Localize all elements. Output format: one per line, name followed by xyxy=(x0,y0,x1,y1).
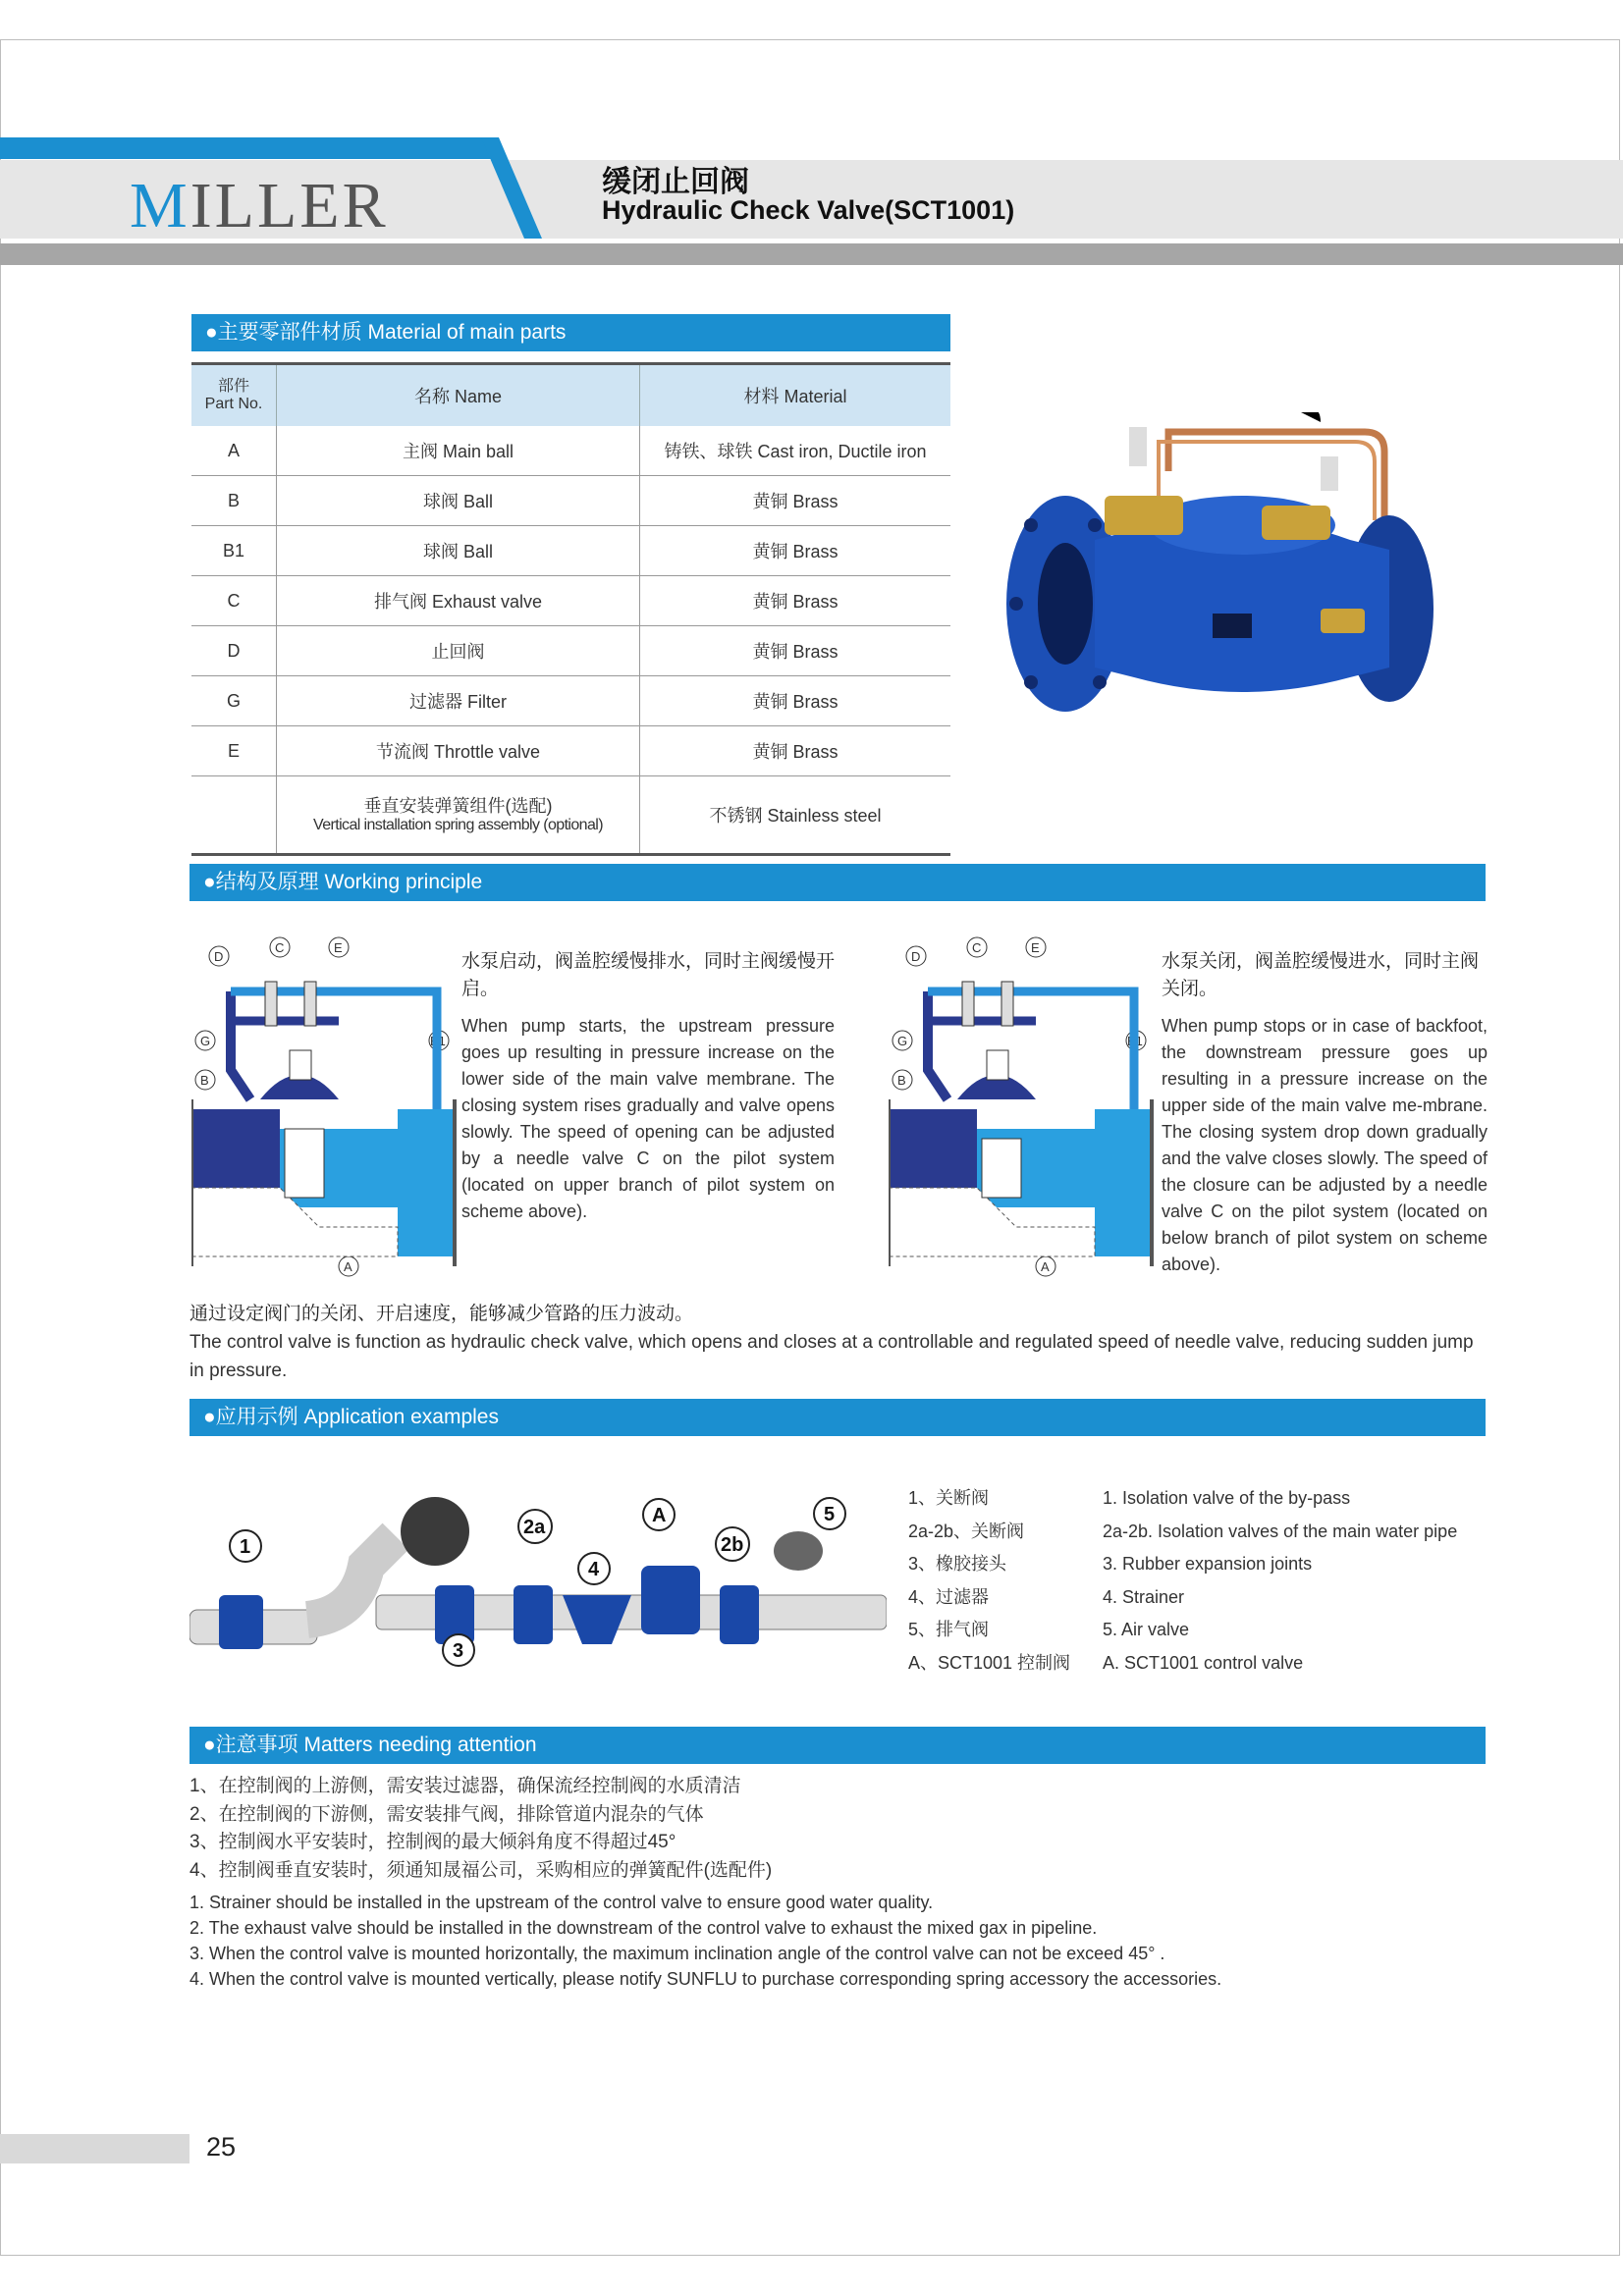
attention-en-list xyxy=(189,1890,1495,1992)
legend-cn: 4、过滤器 xyxy=(908,1586,990,1607)
brand-rest: ILLER xyxy=(189,170,389,241)
cell-material: 黄铜 Brass xyxy=(640,676,951,726)
cell-part: B1 xyxy=(191,526,277,576)
page-number: 25 xyxy=(206,2132,237,2162)
cell-part: G xyxy=(191,676,277,726)
legend-en: 1. Isolation valve of the by-pass xyxy=(1103,1488,1351,1508)
svg-text:B: B xyxy=(200,1073,209,1088)
table-row xyxy=(191,626,950,676)
app-label-2a: 2a xyxy=(523,1517,546,1538)
page-title-cn: 缓闭止回阀 xyxy=(602,166,749,198)
valve-product-photo xyxy=(997,412,1478,746)
cell-part xyxy=(191,776,277,855)
cell-name: 主阀 Main ball xyxy=(277,426,640,476)
legend-en: A. SCT1001 control valve xyxy=(1103,1652,1304,1673)
legend-en: 5. Air valve xyxy=(1103,1620,1190,1639)
table-row xyxy=(191,576,950,626)
cell-part: C xyxy=(191,576,277,626)
svg-text:A: A xyxy=(1041,1259,1050,1274)
table-header-row xyxy=(191,364,950,427)
cell-name xyxy=(277,776,640,855)
legend-en: 4. Strainer xyxy=(1103,1586,1185,1607)
working-right-en: When pump stops or in case of backfoot, the downstream pressure goes up resulting in a pressure increase on the upper side of the main valve me-mbrane. The closing system drop down gradually and the valve closes slowly. The speed of the closure can be adjusted by a needle valve C on the pilot system (located on below branch of pilot system on scheme above). xyxy=(1162,1016,1488,1274)
attention-cn-item: 1、在控制阀的上游侧，需安装过滤器，确保流经控制阀的水质清洁 xyxy=(189,1776,741,1796)
header-material: 材料 Material xyxy=(640,364,951,427)
header-name: 名称 Name xyxy=(277,364,640,427)
section-application-title: ●应用示例 Application examples xyxy=(189,1399,1486,1436)
section-attention-title: ●注意事项 Matters needing attention xyxy=(189,1727,1486,1764)
working-left-text xyxy=(461,948,835,1225)
cell-name: 球阀 Ball xyxy=(277,526,640,576)
cell-material: 黄铜 Brass xyxy=(640,476,951,526)
materials-table xyxy=(191,362,950,856)
cell-name-en: Vertical installation spring assembly (optional) xyxy=(313,817,603,833)
attention-cn-item: 2、在控制阀的下游侧，需安装排气阀，排除管道内混杂的气体 xyxy=(189,1803,704,1825)
working-left-en: When pump starts, the upstream pressure goes up resulting in pressure increase on the lower side of the main valve membrane. The closing system rises gradually and valve opens slowly. The speed of opening can be adjusted by a needle valve C on the pilot system (located on upper branch of pilot system on scheme above). xyxy=(461,1016,835,1221)
cell-material: 铸铁、球铁 Cast iron, Ductile iron xyxy=(640,426,951,476)
app-label-5: 5 xyxy=(824,1504,836,1525)
cell-material: 黄铜 Brass xyxy=(640,576,951,626)
header-part-en: Part No. xyxy=(204,396,263,412)
cell-material: 黄铜 Brass xyxy=(640,726,951,776)
legend-row xyxy=(908,1548,1497,1581)
working-right-cn: 水泵关闭，阀盖腔缓慢进水，同时主阀关闭。 xyxy=(1162,951,1480,999)
cell-material: 不锈钢 Stainless steel xyxy=(640,776,951,855)
attention-cn-item: 3、控制阀水平安装时，控制阀的最大倾斜角度不得超过45° xyxy=(189,1832,676,1852)
cell-name: 止回阀 xyxy=(277,626,640,676)
attention-en-item: 2. The exhaust valve should be installed in the downstream of the control valve to exhaust the mixed gax in pipeline. xyxy=(189,1918,1098,1938)
section-materials-title: ●主要零部件材质 Material of main parts xyxy=(191,314,950,351)
table-row xyxy=(191,526,950,576)
brand-first-letter: M xyxy=(130,170,190,241)
cell-name-cn: 垂直安装弹簧组件(选配) xyxy=(363,796,553,816)
app-label-3: 3 xyxy=(453,1640,464,1662)
attention-en-item: 4. When the control valve is mounted vertically, please notify SUNFLU to purchase corresponding spring accessory the accessories. xyxy=(189,1969,1222,1989)
cell-material: 黄铜 Brass xyxy=(640,626,951,676)
app-label-1: 1 xyxy=(240,1536,251,1558)
working-right-text xyxy=(1162,948,1488,1278)
attention-en-item: 3. When the control valve is mounted horizontally, the maximum inclination angle of the control valve can not be exceed 45° . xyxy=(189,1944,1165,1963)
cell-part: B xyxy=(191,476,277,526)
page-title-en: Hydraulic Check Valve(SCT1001) xyxy=(602,195,1015,225)
header-blue-stripe xyxy=(0,137,496,159)
working-summary xyxy=(189,1301,1488,1385)
cell-name: 球阀 Ball xyxy=(277,476,640,526)
svg-text:A: A xyxy=(344,1259,352,1274)
legend-row xyxy=(908,1614,1497,1647)
cell-name: 节流阀 Throttle valve xyxy=(277,726,640,776)
header-diagonal-icon xyxy=(481,137,550,240)
working-left-cn: 水泵启动，阀盖腔缓慢排水，同时主阀缓慢开启。 xyxy=(461,951,836,999)
legend-cn: 5、排气阀 xyxy=(908,1620,990,1639)
table-row xyxy=(191,426,950,476)
section-working-title: ●结构及原理 Working principle xyxy=(189,864,1486,901)
legend-row xyxy=(908,1647,1497,1681)
legend-cn: 3、橡胶接头 xyxy=(908,1554,1007,1574)
svg-text:B1: B1 xyxy=(1127,1034,1143,1048)
brand-logo xyxy=(130,169,389,243)
cell-part: A xyxy=(191,426,277,476)
svg-text:G: G xyxy=(200,1034,211,1048)
svg-text:D: D xyxy=(214,949,224,964)
app-label-A: A xyxy=(652,1505,667,1526)
attention-cn-list xyxy=(189,1773,1495,1885)
header-part-cn: 部件 xyxy=(217,378,249,395)
attention-en-item: 1. Strainer should be installed in the upstream of the control valve to ensure good water quality. xyxy=(189,1893,934,1912)
application-legend xyxy=(908,1482,1497,1680)
header-grey-stripe xyxy=(0,243,1623,265)
cell-part: D xyxy=(191,626,277,676)
cell-name: 过滤器 Filter xyxy=(277,676,640,726)
legend-en: 3. Rubber expansion joints xyxy=(1103,1554,1313,1574)
svg-text:D: D xyxy=(911,949,921,964)
svg-text:C: C xyxy=(275,940,285,955)
table-row xyxy=(191,476,950,526)
svg-text:G: G xyxy=(897,1034,908,1048)
cell-name: 排气阀 Exhaust valve xyxy=(277,576,640,626)
svg-text:B: B xyxy=(897,1073,906,1088)
svg-text:B1: B1 xyxy=(430,1034,446,1048)
legend-cn: 2a-2b、关断阀 xyxy=(908,1521,1025,1541)
legend-en: 2a-2b. Isolation valves of the main water pipe xyxy=(1103,1521,1458,1541)
working-summary-en: The control valve is function as hydraulic check valve, which opens and closes at a controllable and regulated speed of needle valve, reducing sudden jump in pressure. xyxy=(189,1332,1474,1381)
cell-material: 黄铜 Brass xyxy=(640,526,951,576)
table-row xyxy=(191,776,950,855)
legend-cn: A、SCT1001 控制阀 xyxy=(908,1652,1071,1673)
legend-row xyxy=(908,1482,1497,1516)
cell-part: E xyxy=(191,726,277,776)
svg-text:E: E xyxy=(1031,940,1040,955)
attention-cn-item: 4、控制阀垂直安装时，须通知晟福公司，采购相应的弹簧配件(选配件) xyxy=(189,1859,773,1881)
application-diagram xyxy=(189,1487,887,1674)
app-label-4: 4 xyxy=(588,1559,600,1580)
legend-cn: 1、关断阀 xyxy=(908,1488,990,1508)
header-part-no xyxy=(191,364,277,427)
app-label-2b: 2b xyxy=(721,1534,744,1556)
table-row xyxy=(191,676,950,726)
working-summary-cn: 通过设定阀门的关闭、开启速度，能够减少管路的压力波动。 xyxy=(189,1304,694,1324)
svg-text:E: E xyxy=(334,940,343,955)
svg-text:C: C xyxy=(972,940,982,955)
table-row xyxy=(191,726,950,776)
working-diagram-closing xyxy=(889,933,1154,1281)
legend-row xyxy=(908,1581,1497,1615)
legend-row xyxy=(908,1516,1497,1549)
working-diagram-opening xyxy=(191,933,457,1281)
page-number-bar xyxy=(0,2134,189,2163)
